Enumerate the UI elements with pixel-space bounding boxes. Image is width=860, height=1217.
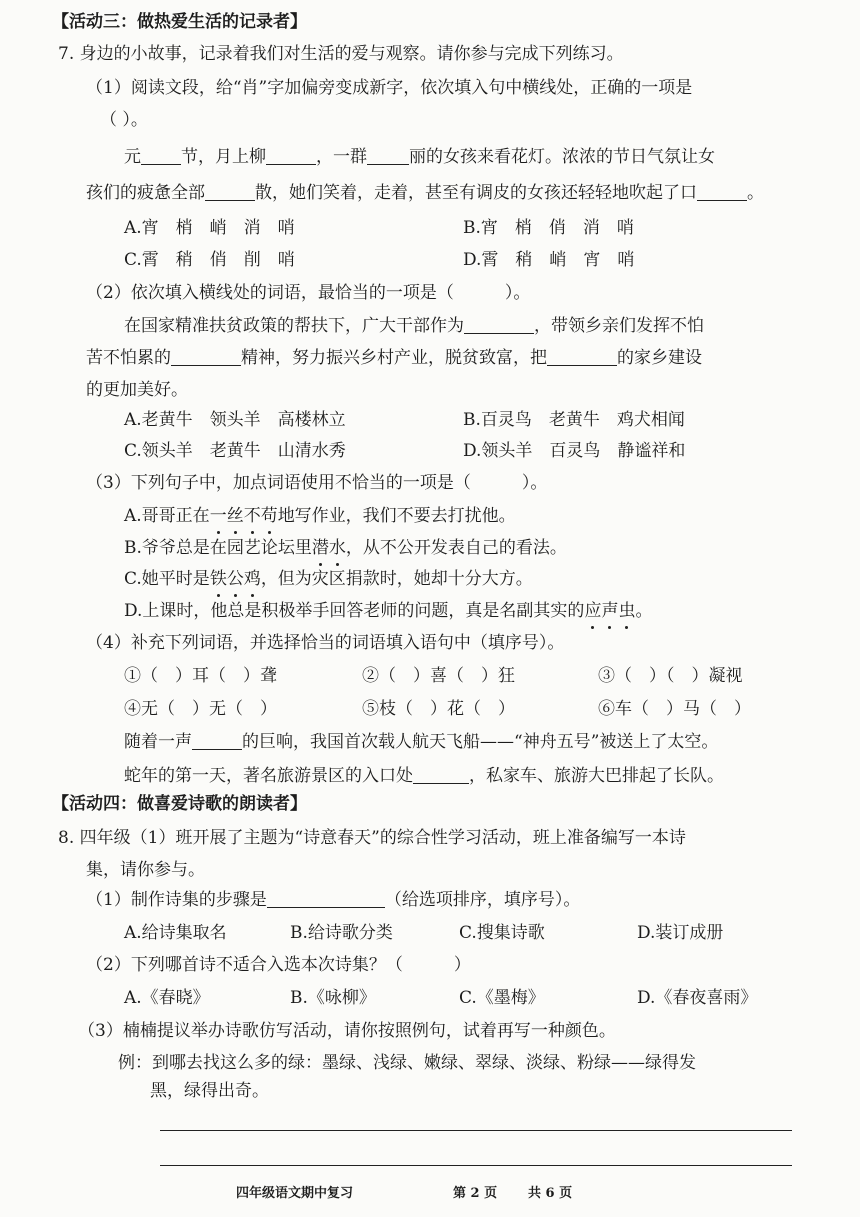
- option-d[interactable]: D.领头羊 百灵鸟 静谧祥和: [463, 441, 686, 461]
- option-a[interactable]: A.老黄牛 领头羊 高楼林立: [124, 410, 346, 430]
- q7-part1-passage-line2: 孩们的疲惫全部 散，她们笑着，走着，甚至有调皮的女孩还轻轻地吹起了口 。: [86, 183, 764, 203]
- idiom-4[interactable]: ④无（ ）无（ ）: [124, 699, 277, 719]
- option-c[interactable]: C.霄 稍 俏 削 哨: [124, 250, 295, 270]
- example-sentence-line1: 例：到哪去找这么多的绿：墨绿、浅绿、嫩绿、翠绿、淡绿、粉绿——绿得发: [118, 1053, 696, 1073]
- q7-part1-answer-paren[interactable]: （ ）。: [100, 110, 148, 130]
- option-d[interactable]: D.装订成册: [637, 923, 724, 943]
- q7-part2-passage-line2: 苦不怕累的 精神，努力振兴乡村产业，脱贫致富，把 的家乡建设: [86, 348, 702, 368]
- activity-three-header: 【活动三：做热爱生活的记录者】: [52, 12, 307, 32]
- dotted-word: 铁公鸡: [209, 569, 261, 589]
- answer-blank[interactable]: [205, 182, 255, 201]
- answer-blank[interactable]: [367, 146, 409, 165]
- option-d[interactable]: D.上课时，他总是积极举手回答老师的问题，真是名副其实的应声虫。: [124, 601, 653, 621]
- footer-page-number: 第 2 页: [453, 1186, 498, 1201]
- activity-four-header: 【活动四：做喜爱诗歌的朗读者】: [52, 794, 307, 814]
- option-d[interactable]: D.霄 稍 峭 宵 哨: [463, 250, 635, 270]
- q7-part1-passage-line1: 元 节，月上柳 ，一群 丽的女孩来看花灯。浓浓的节日气氛让女: [124, 147, 715, 167]
- idiom-6[interactable]: ⑥车（ ）马（ ）: [598, 699, 751, 719]
- q7-part1-stem: （1）阅读文段，给“肖”字加偏旁变成新字，依次填入句中横线处，正确的一项是: [86, 78, 693, 98]
- answer-blank[interactable]: [192, 731, 242, 750]
- question-8-stem: [58, 826, 686, 850]
- answer-blank[interactable]: [697, 182, 747, 201]
- q7-part3-stem: （3）下列句子中，加点词语使用不恰当的一项是（ ）。: [86, 473, 548, 493]
- idiom-2[interactable]: ②（ ）喜（ ）狂: [362, 666, 515, 686]
- option-c[interactable]: C.搜集诗歌: [459, 923, 545, 943]
- option-b[interactable]: B.《咏柳》: [290, 988, 376, 1008]
- footer-total-pages: 共 6 页: [528, 1186, 573, 1201]
- question-text: 身边的小故事，记录着我们对生活的爱与观察。请你参与完成下列练习。: [79, 44, 624, 64]
- q8-part2-stem: （2）下列哪首诗不适合入选本次诗集？（ ）: [86, 955, 471, 975]
- question-8-stem-cont: 集，请你参与。: [86, 860, 205, 880]
- q7-part2-passage-line1: 在国家精准扶贫政策的帮扶下，广大干部作为 ，带领乡亲们发挥不怕: [124, 316, 704, 336]
- q8-part3-stem: （3）楠楠提议举办诗歌仿写活动，请你按照例句，试着再写一种颜色。: [78, 1021, 616, 1041]
- option-a[interactable]: A.《春晓》: [124, 988, 210, 1008]
- q7-part2-passage-line3: 的更加美好。: [86, 380, 188, 400]
- answer-blank[interactable]: [547, 347, 617, 366]
- question-number: 8.: [58, 828, 75, 848]
- question-number: 7.: [58, 44, 75, 64]
- option-d[interactable]: D.《春夜喜雨》: [637, 988, 758, 1008]
- answer-blank[interactable]: [413, 765, 469, 784]
- footer-subject: 四年级语文期中复习: [236, 1186, 354, 1201]
- q8-part1-stem: （1）制作诗集的步骤是 （给选项排序，填序号）。: [86, 890, 581, 910]
- option-c[interactable]: C.她平时是铁公鸡，但为灾区捐款时，她却十分大方。: [124, 569, 533, 589]
- writing-line[interactable]: [160, 1130, 792, 1131]
- writing-line[interactable]: [160, 1165, 792, 1166]
- answer-blank[interactable]: [266, 146, 316, 165]
- q7-part4-stem: （4）补充下列词语，并选择恰当的词语填入语句中（填序号）。: [86, 633, 565, 653]
- option-a[interactable]: A.给诗集取名: [124, 923, 227, 943]
- dotted-word: 一丝不苟: [209, 506, 278, 526]
- option-c[interactable]: C.《墨梅》: [459, 988, 545, 1008]
- example-sentence-line2: 黑，绿得出奇。: [150, 1081, 269, 1101]
- question-text: 四年级（1）班开展了主题为“诗意春天”的综合性学习活动，班上准备编写一本诗: [79, 828, 686, 848]
- q7-part4-sentence2: 蛇年的第一天，著名旅游景区的入口处 ，私家车、旅游大巴排起了长队。: [124, 766, 724, 786]
- option-b[interactable]: B.给诗歌分类: [290, 923, 393, 943]
- option-a[interactable]: A.哥哥正在一丝不苟地写作业，我们不要去打扰他。: [124, 506, 516, 526]
- option-b[interactable]: B.百灵鸟 老黄牛 鸡犬相闻: [463, 410, 685, 430]
- option-b[interactable]: B.爷爷总是在园艺论坛里潜水，从不公开发表自己的看法。: [124, 538, 567, 558]
- answer-blank[interactable]: [464, 315, 534, 334]
- option-c[interactable]: C.领头羊 老黄牛 山清水秀: [124, 441, 346, 461]
- idiom-1[interactable]: ①（ ）耳（ ）聋: [124, 666, 277, 686]
- answer-blank[interactable]: [171, 347, 241, 366]
- answer-blank[interactable]: [267, 889, 385, 908]
- q7-part4-sentence1: 随着一声 的巨响，我国首次载人航天飞船——“神舟五号”被送上了太空。: [124, 732, 719, 752]
- q7-part2-stem: （2）依次填入横线处的词语，最恰当的一项是（ ）。: [86, 283, 531, 303]
- dotted-word: 应声虫: [584, 601, 636, 621]
- answer-blank[interactable]: [141, 146, 181, 165]
- option-b[interactable]: B.宵 梢 俏 消 哨: [463, 218, 634, 238]
- question-7-stem: [58, 42, 624, 66]
- dotted-word: 潜水: [311, 538, 346, 558]
- idiom-5[interactable]: ⑤枝（ ）花（ ）: [362, 699, 515, 719]
- option-a[interactable]: A.宵 梢 峭 消 哨: [124, 218, 295, 238]
- idiom-3[interactable]: ③（ ）（ ）凝视: [598, 666, 743, 686]
